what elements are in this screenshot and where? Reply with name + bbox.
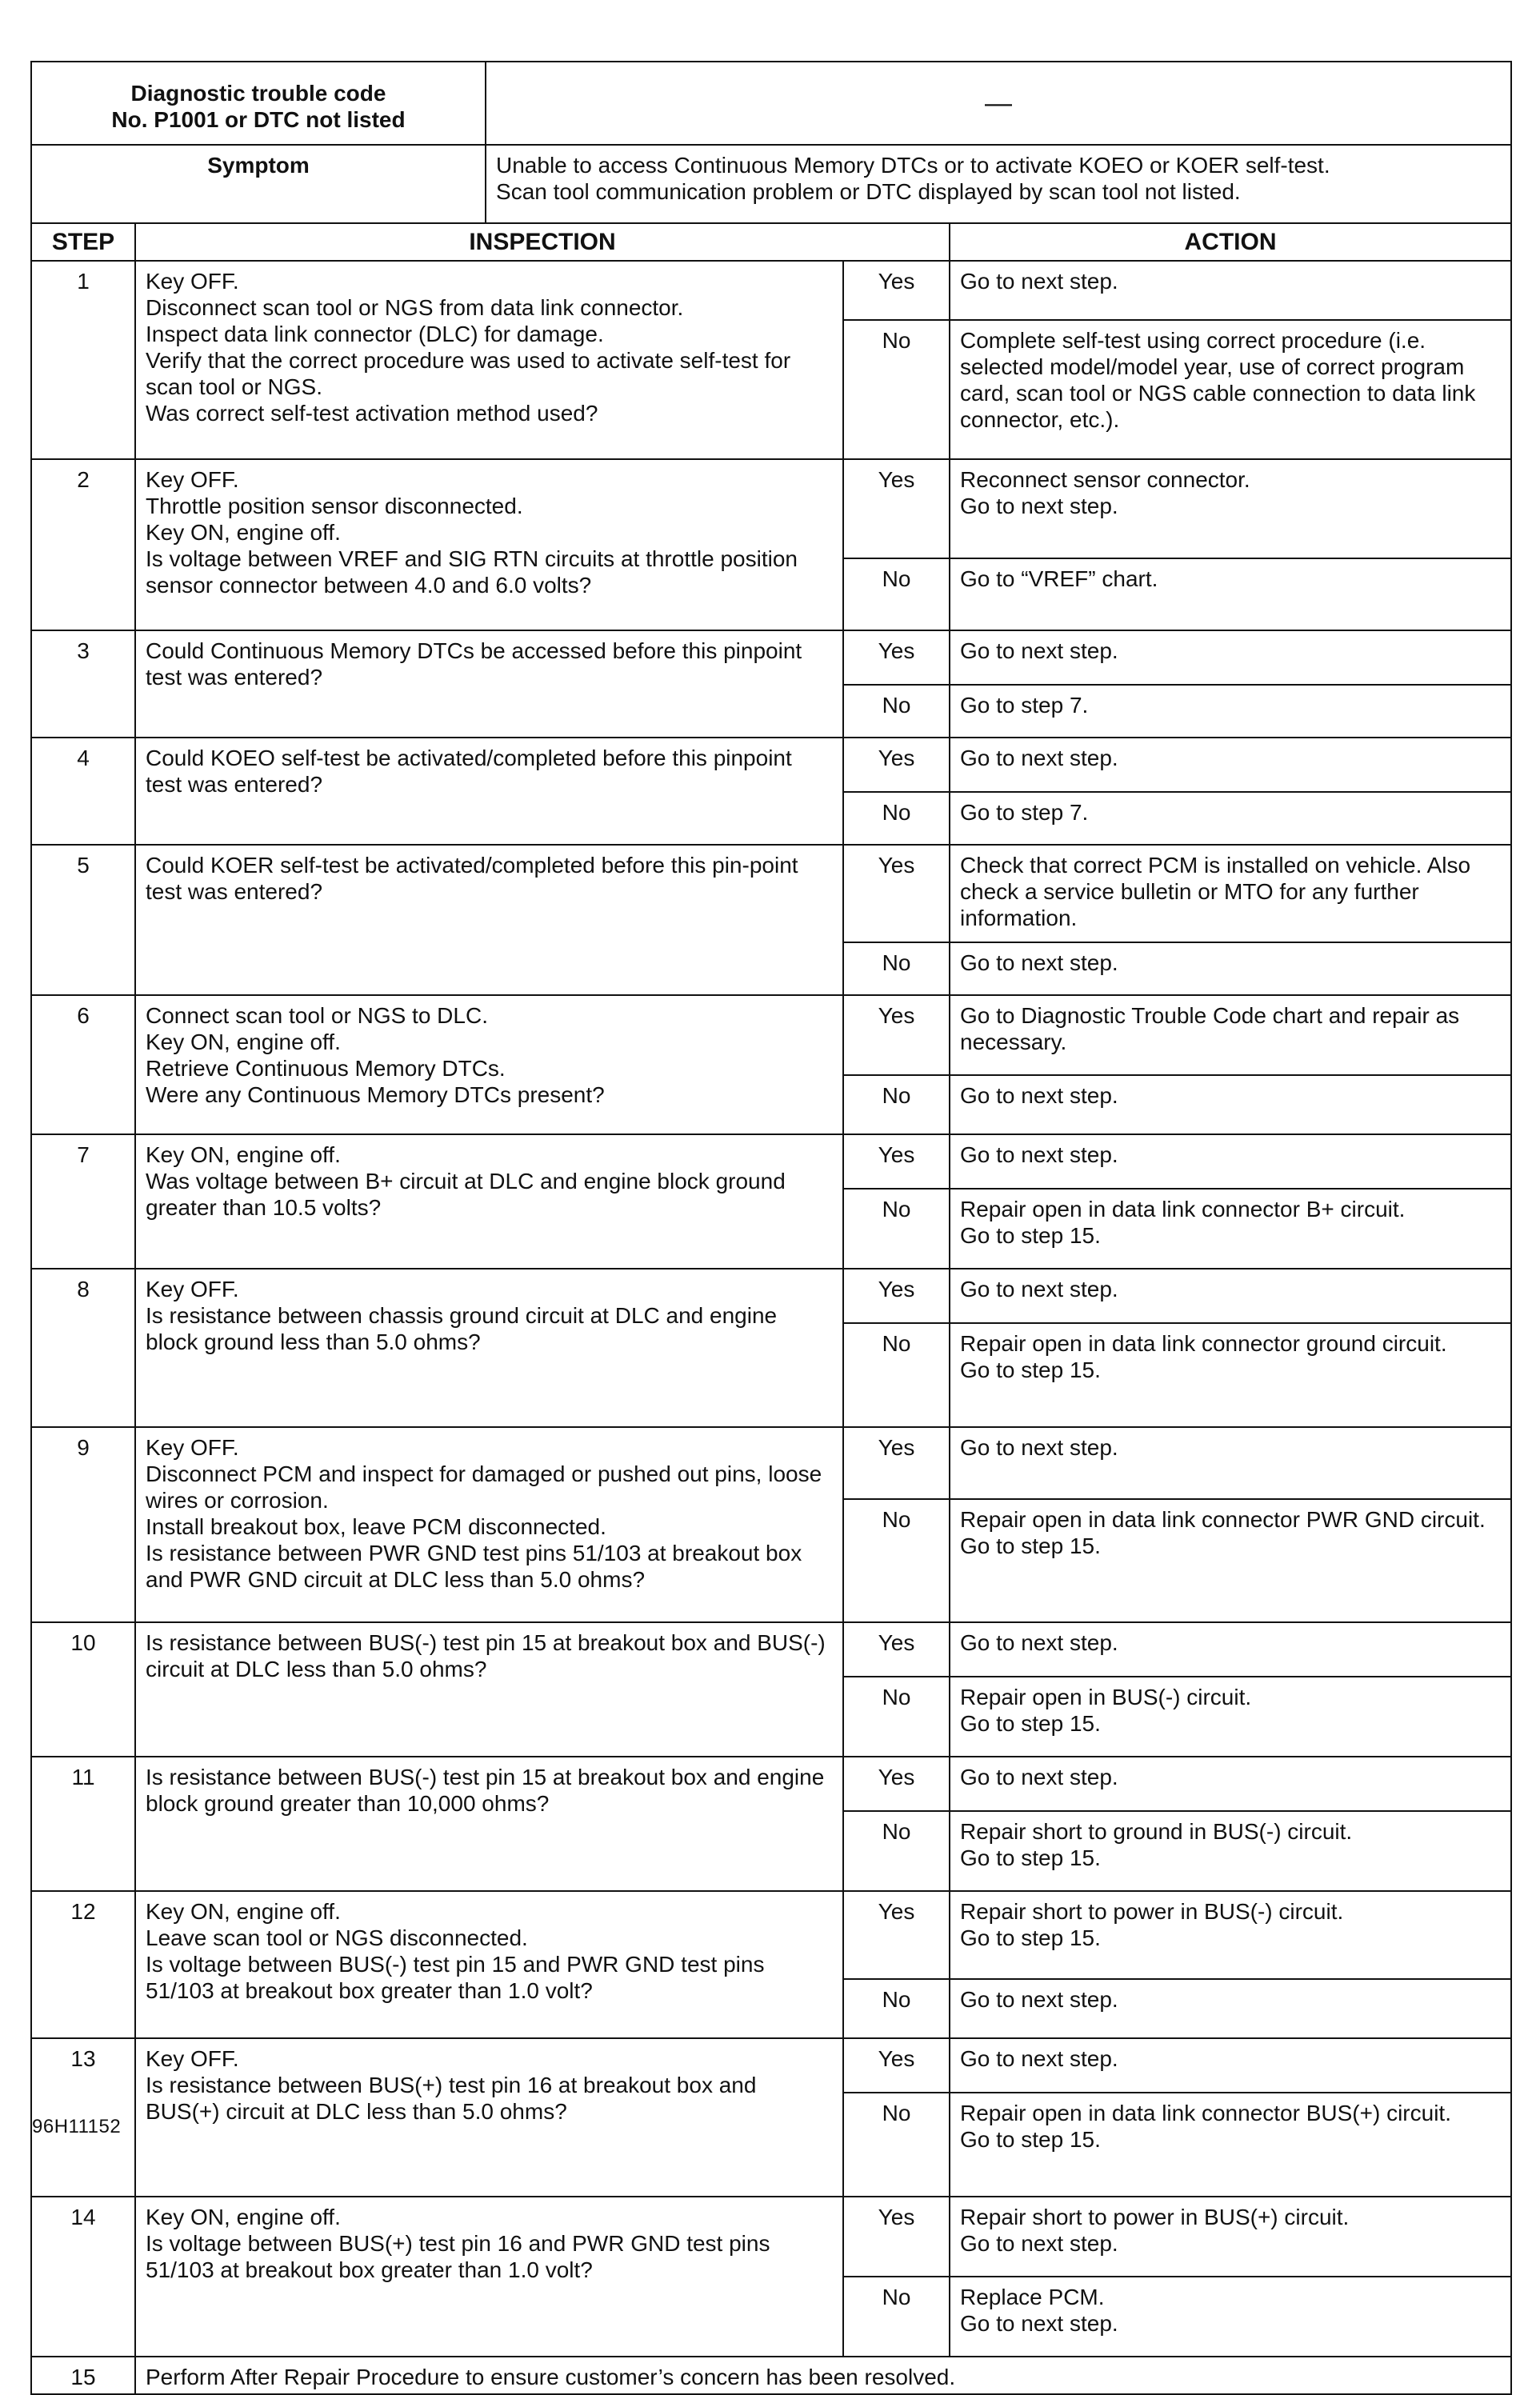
no-action: Repair open in data link connector B+ circuit. Go to step 15. xyxy=(950,1189,1511,1269)
final-step-row xyxy=(31,2357,1511,2394)
step-number: 15 xyxy=(31,2357,135,2394)
inspection-text: Key OFF. Is resistance between BUS(+) test pin 16 at breakout box and BUS(+) circuit at DLC less than 5.0 ohms? xyxy=(135,2038,843,2197)
table-row xyxy=(31,995,1511,1075)
inspection-text: Could KOER self-test be activated/completed before this pin-point test was entered? xyxy=(135,845,843,995)
no-label: No xyxy=(843,1811,950,1891)
yes-label: Yes xyxy=(843,459,950,558)
yes-label: Yes xyxy=(843,261,950,320)
no-action: Repair open in data link connector ground circuit. Go to step 15. xyxy=(950,1323,1511,1427)
step-number: 6 xyxy=(31,995,135,1134)
dtc-header-row xyxy=(31,62,1511,145)
step-number: 11 xyxy=(31,1757,135,1891)
table-row xyxy=(31,630,1511,685)
table-row xyxy=(31,459,1511,558)
step-number: 8 xyxy=(31,1269,135,1427)
table-row xyxy=(31,1891,1511,1979)
no-label: No xyxy=(843,2277,950,2357)
yes-label: Yes xyxy=(843,1891,950,1979)
step-number: 10 xyxy=(31,1622,135,1757)
no-label: No xyxy=(843,2093,950,2197)
step-number: 7 xyxy=(31,1134,135,1269)
no-action: Repair open in data link connector PWR GND circuit. Go to step 15. xyxy=(950,1499,1511,1622)
no-label: No xyxy=(843,685,950,738)
table-row xyxy=(31,261,1511,320)
yes-label: Yes xyxy=(843,1622,950,1677)
inspection-text: Is resistance between BUS(-) test pin 15 at breakout box and engine block ground greater than 10,000 ohms? xyxy=(135,1757,843,1891)
yes-action: Repair short to power in BUS(-) circuit. Go to step 15. xyxy=(950,1891,1511,1979)
yes-label: Yes xyxy=(843,1757,950,1811)
no-label: No xyxy=(843,942,950,995)
diagnostic-sheet xyxy=(30,61,1510,2395)
yes-action: Go to next step. xyxy=(950,738,1511,792)
yes-action: Repair short to power in BUS(+) circuit. Go to next step. xyxy=(950,2197,1511,2277)
figure-id: 96H11152 xyxy=(32,2116,122,2137)
yes-action: Check that correct PCM is installed on vehicle. Also check a service bulletin or MTO for any further information. xyxy=(950,845,1511,942)
no-label: No xyxy=(843,1677,950,1757)
no-label: No xyxy=(843,1323,950,1427)
step-number: 2 xyxy=(31,459,135,630)
step-number: 1 xyxy=(31,261,135,459)
inspection-text: Key OFF. Disconnect scan tool or NGS from data link connector. Inspect data link connector (DLC) for damage. Verify that the correct procedure was used to activate self-test for scan tool or NGS. Was correct self-test activation method used? xyxy=(135,261,843,459)
no-action: Repair short to ground in BUS(-) circuit. Go to step 15. xyxy=(950,1811,1511,1891)
dtc-value: — xyxy=(486,62,1511,145)
yes-label: Yes xyxy=(843,1427,950,1499)
table-row xyxy=(31,1134,1511,1189)
table-row xyxy=(31,738,1511,792)
symptom-text: Unable to access Continuous Memory DTCs or to activate KOEO or KOER self-test. Scan tool communication problem or DTC displayed by scan tool not listed. xyxy=(486,145,1511,223)
yes-label: Yes xyxy=(843,1269,950,1323)
no-label: No xyxy=(843,558,950,630)
step-number: 3 xyxy=(31,630,135,738)
inspection-text: Is resistance between BUS(-) test pin 15 at breakout box and BUS(-) circuit at DLC less than 5.0 ohms? xyxy=(135,1622,843,1757)
yes-label: Yes xyxy=(843,630,950,685)
final-step-text: Perform After Repair Procedure to ensure customer’s concern has been resolved. xyxy=(135,2357,1511,2394)
no-label: No xyxy=(843,1979,950,2038)
symptom-row xyxy=(31,145,1511,223)
table-row xyxy=(31,1622,1511,1677)
column-header-row xyxy=(31,223,1511,261)
yes-action: Go to next step. xyxy=(950,1622,1511,1677)
column-header-action: ACTION xyxy=(950,223,1511,261)
inspection-text: Could Continuous Memory DTCs be accessed before this pinpoint test was entered? xyxy=(135,630,843,738)
step-number: 5 xyxy=(31,845,135,995)
yes-action: Go to next step. xyxy=(950,1269,1511,1323)
yes-label: Yes xyxy=(843,845,950,942)
no-label: No xyxy=(843,792,950,845)
table-row xyxy=(31,845,1511,942)
inspection-text: Key ON, engine off. Is voltage between BUS(+) test pin 16 and PWR GND test pins 51/103 at breakout box greater than 1.0 volt? xyxy=(135,2197,843,2357)
table-row xyxy=(31,2038,1511,2093)
no-label: No xyxy=(843,1499,950,1622)
no-action: Repair open in data link connector BUS(+) circuit. Go to step 15. xyxy=(950,2093,1511,2197)
no-action: Complete self-test using correct procedure (i.e. selected model/model year, use of correct program card, scan tool or NGS cable connection to data link connector, etc.). xyxy=(950,320,1511,459)
no-action: Replace PCM. Go to next step. xyxy=(950,2277,1511,2357)
yes-action: Go to next step. xyxy=(950,1134,1511,1189)
yes-action: Go to Diagnostic Trouble Code chart and repair as necessary. xyxy=(950,995,1511,1075)
table-row xyxy=(31,1269,1511,1323)
no-label: No xyxy=(843,1075,950,1134)
inspection-text: Could KOEO self-test be activated/completed before this pinpoint test was entered? xyxy=(135,738,843,845)
column-header-inspection: INSPECTION xyxy=(135,223,950,261)
inspection-text: Key OFF. Disconnect PCM and inspect for damaged or pushed out pins, loose wires or corrosion. Install breakout box, leave PCM disconnected. Is resistance between PWR GND test pins 51/103 at breakout box and PWR GND circuit at DLC less than 5.0 ohms? xyxy=(135,1427,843,1622)
table-row xyxy=(31,1757,1511,1811)
no-action: Go to step 7. xyxy=(950,685,1511,738)
no-action: Go to “VREF” chart. xyxy=(950,558,1511,630)
yes-action: Go to next step. xyxy=(950,261,1511,320)
no-action: Go to next step. xyxy=(950,942,1511,995)
yes-label: Yes xyxy=(843,2197,950,2277)
step-number: 12 xyxy=(31,1891,135,2038)
no-action: Repair open in BUS(-) circuit. Go to step 15. xyxy=(950,1677,1511,1757)
table-row xyxy=(31,2197,1511,2277)
yes-label: Yes xyxy=(843,738,950,792)
inspection-text: Key ON, engine off. Was voltage between B+ circuit at DLC and engine block ground greater than 10.5 volts? xyxy=(135,1134,843,1269)
inspection-text: Connect scan tool or NGS to DLC. Key ON, engine off. Retrieve Continuous Memory DTCs. Were any Continuous Memory DTCs present? xyxy=(135,995,843,1134)
yes-label: Yes xyxy=(843,1134,950,1189)
no-action: Go to next step. xyxy=(950,1979,1511,2038)
step-number: 4 xyxy=(31,738,135,845)
yes-action: Go to next step. xyxy=(950,1757,1511,1811)
column-header-step: STEP xyxy=(31,223,135,261)
yes-label: Yes xyxy=(843,2038,950,2093)
no-action: Go to next step. xyxy=(950,1075,1511,1134)
yes-action: Go to next step. xyxy=(950,1427,1511,1499)
yes-label: Yes xyxy=(843,995,950,1075)
yes-action: Go to next step. xyxy=(950,2038,1511,2093)
table-row xyxy=(31,1427,1511,1499)
yes-action: Reconnect sensor connector. Go to next step. xyxy=(950,459,1511,558)
symptom-label: Symptom xyxy=(31,145,486,223)
yes-action: Go to next step. xyxy=(950,630,1511,685)
no-label: No xyxy=(843,320,950,459)
step-number: 13 xyxy=(31,2038,135,2197)
step-number: 14 xyxy=(31,2197,135,2357)
inspection-text: Key OFF. Throttle position sensor disconnected. Key ON, engine off. Is voltage between VREF and SIG RTN circuits at throttle position sensor connector between 4.0 and 6.0 volts? xyxy=(135,459,843,630)
step-number: 9 xyxy=(31,1427,135,1622)
inspection-text: Key ON, engine off. Leave scan tool or NGS disconnected. Is voltage between BUS(-) test pin 15 and PWR GND test pins 51/103 at breakout box greater than 1.0 volt? xyxy=(135,1891,843,2038)
inspection-text: Key OFF. Is resistance between chassis ground circuit at DLC and engine block ground less than 5.0 ohms? xyxy=(135,1269,843,1427)
dtc-label: Diagnostic trouble code No. P1001 or DTC not listed xyxy=(31,62,486,145)
no-action: Go to step 7. xyxy=(950,792,1511,845)
diagnostic-table xyxy=(30,61,1512,2395)
no-label: No xyxy=(843,1189,950,1269)
